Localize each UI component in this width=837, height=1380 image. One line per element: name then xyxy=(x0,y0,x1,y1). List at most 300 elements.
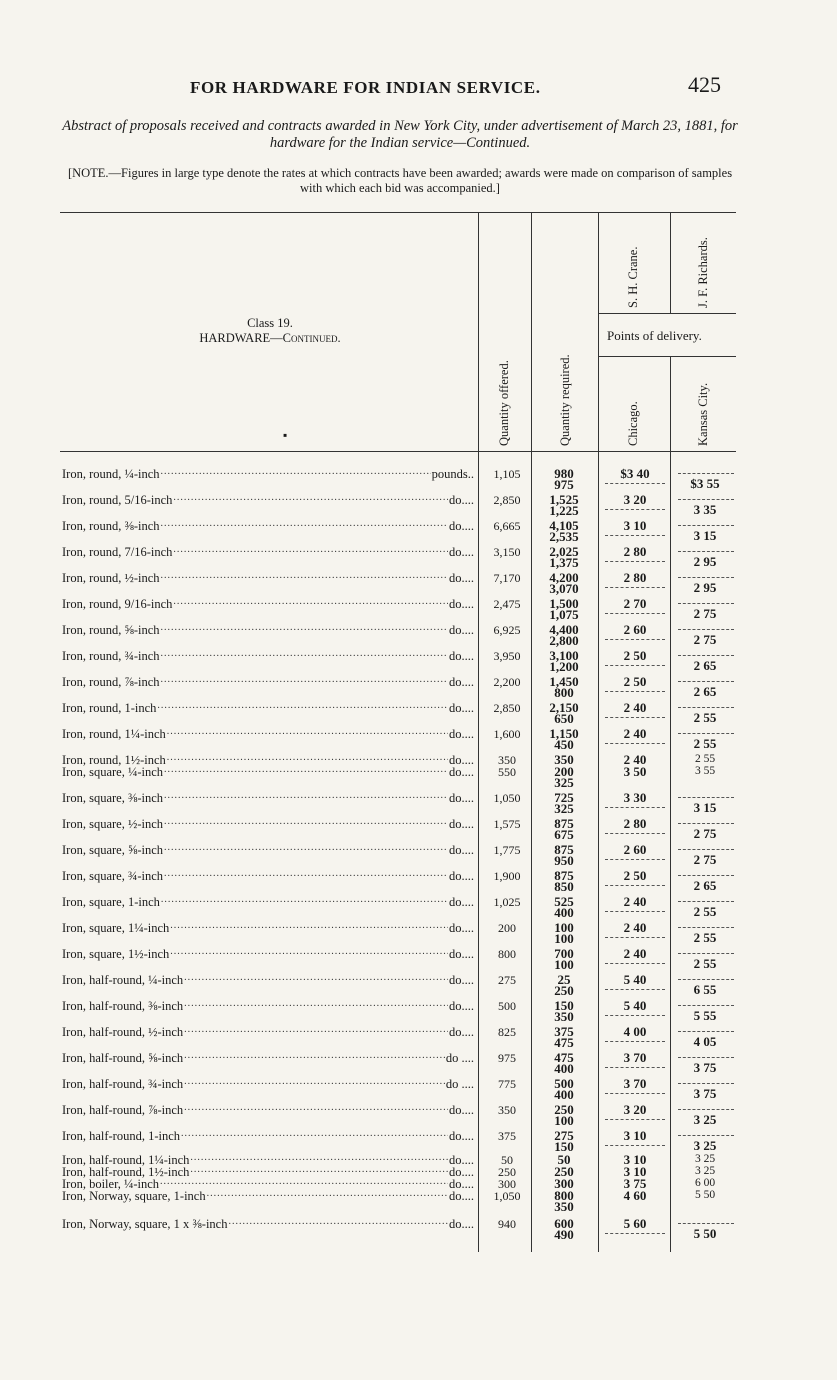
dot-leader xyxy=(184,973,448,987)
item-unit: do.... xyxy=(449,519,474,533)
quantity-required-cell-2: 400 xyxy=(554,1087,574,1102)
item-unit: do.... xyxy=(449,1025,474,1039)
richards-kansas-price: 2 55 xyxy=(693,710,717,725)
crane-chicago-price: 2 50 xyxy=(623,868,647,883)
item-description: Iron, round, ¾-inch xyxy=(62,649,160,663)
quantity-offered-cell: 50 xyxy=(501,1153,513,1167)
item-description: Iron, square, 1¼-inch xyxy=(62,921,170,935)
table-top-rule xyxy=(60,212,736,213)
quantity-required-cell: 875 xyxy=(554,868,574,883)
quantity-required-cell: 500 xyxy=(554,1076,574,1091)
quantity-required-cell: 800 xyxy=(554,1188,574,1203)
points-rule-top xyxy=(599,313,736,314)
quantity-required-cell: 875 xyxy=(554,842,574,857)
crane-chicago-price: 2 80 xyxy=(623,570,647,585)
quantity-required-cell-2: 400 xyxy=(554,905,574,920)
quantity-offered-cell: 350 xyxy=(498,753,516,767)
crane-chicago-price: 3 30 xyxy=(623,790,647,805)
table-row xyxy=(62,791,474,806)
item-unit: do.... xyxy=(449,1103,474,1117)
item-unit: do.... xyxy=(449,649,474,663)
richards-kansas-price: 3 25 xyxy=(693,1112,717,1127)
cell-separator xyxy=(605,1041,665,1042)
richards-kansas-price: 2 55 xyxy=(693,904,717,919)
richards-kansas-price: 2 95 xyxy=(693,554,717,569)
dot-leader xyxy=(173,493,448,507)
crane-chicago-price: 2 80 xyxy=(623,544,647,559)
page-number: 425 xyxy=(688,72,721,97)
quantity-offered-cell: 975 xyxy=(498,1051,516,1065)
quantity-required-cell-2: 350 xyxy=(554,1199,574,1214)
cell-separator xyxy=(605,691,665,692)
richards-kansas-price: 3 25 xyxy=(694,1165,716,1177)
quantity-offered-cell: 825 xyxy=(498,1025,516,1039)
crane-chicago-price: 3 20 xyxy=(623,492,647,507)
cell-separator xyxy=(605,1145,665,1146)
cell-separator xyxy=(605,911,665,912)
quantity-required-cell-2: 100 xyxy=(554,957,574,972)
cell-separator xyxy=(605,807,665,808)
item-description: Iron, round, ¼-inch xyxy=(62,467,160,481)
crane-chicago-price: 4 60 xyxy=(623,1188,647,1203)
richards-kansas-price: 3 15 xyxy=(693,528,717,543)
cell-separator xyxy=(605,535,665,536)
richards-kansas-price: 3 25 xyxy=(693,1138,717,1153)
item-unit: do.... xyxy=(449,999,474,1013)
table-row xyxy=(62,765,474,780)
quantity-required-cell-2: 350 xyxy=(554,1009,574,1024)
table-row xyxy=(62,1051,474,1066)
item-unit: do.... xyxy=(449,843,474,857)
item-unit: do.... xyxy=(449,973,474,987)
quantity-offered-cell: 1,105 xyxy=(493,467,521,481)
dot-leader xyxy=(170,947,448,961)
quantity-required-cell: 2,025 xyxy=(549,544,579,559)
item-unit: pounds.. xyxy=(431,467,474,481)
cell-separator xyxy=(605,1233,665,1234)
quantity-offered-cell: 7,170 xyxy=(493,571,521,585)
cell-separator xyxy=(605,665,665,666)
quantity-required-cell: 100 xyxy=(554,920,574,935)
item-description: Iron, half-round, 1½-inch xyxy=(62,1165,190,1179)
cell-separator xyxy=(678,551,734,552)
cell-separator xyxy=(678,499,734,500)
quantity-offered-header: Quantity offered. xyxy=(497,360,511,446)
crane-chicago-price: 2 50 xyxy=(623,648,647,663)
crane-chicago-price: 2 80 xyxy=(623,816,647,831)
table-row xyxy=(62,1129,474,1144)
dot-leader xyxy=(184,1103,448,1117)
cell-separator xyxy=(678,927,734,928)
table-row xyxy=(62,467,474,482)
quantity-required-cell: 875 xyxy=(554,816,574,831)
item-unit: do.... xyxy=(449,1189,474,1203)
item-description: Iron, round, ⅞-inch xyxy=(62,675,160,689)
quantity-offered-cell: 3,150 xyxy=(493,545,521,559)
quantity-required-cell-2: 800 xyxy=(554,685,574,700)
cell-separator xyxy=(605,743,665,744)
item-description: Iron, round, ⅜-inch xyxy=(62,519,160,533)
delivery-chicago: Chicago. xyxy=(626,401,640,446)
table-row xyxy=(62,921,474,936)
quantity-required-cell: 4,400 xyxy=(549,622,579,637)
dot-leader xyxy=(161,895,448,909)
item-description: Iron, square, 1-inch xyxy=(62,895,160,909)
item-unit: do.... xyxy=(449,765,474,779)
stray-mark: ▪ xyxy=(283,428,288,442)
quantity-offered-cell: 1,900 xyxy=(493,869,521,883)
cell-separator xyxy=(678,681,734,682)
cell-separator xyxy=(605,587,665,588)
quantity-offered-cell: 1,025 xyxy=(493,895,521,909)
item-description: Iron, Norway, square, 1 x ⅜-inch xyxy=(62,1217,228,1231)
cell-separator xyxy=(678,655,734,656)
item-description: Iron, round, 1½-inch xyxy=(62,753,166,767)
dot-leader xyxy=(228,1217,448,1231)
quantity-offered-cell: 6,925 xyxy=(493,623,521,637)
crane-chicago-price: 3 75 xyxy=(623,1176,647,1191)
cell-separator xyxy=(605,833,665,834)
quantity-required-cell: 1,150 xyxy=(549,726,579,741)
item-unit: do.... xyxy=(449,1129,474,1143)
quantity-offered-cell: 500 xyxy=(498,999,516,1013)
item-unit: do.... xyxy=(449,571,474,585)
item-unit: do.... xyxy=(449,921,474,935)
table-row xyxy=(62,597,474,612)
quantity-required-cell-2: 325 xyxy=(554,801,574,816)
cell-separator xyxy=(678,979,734,980)
richards-kansas-price: 6 00 xyxy=(694,1177,716,1189)
item-description: Iron, round, 9/16-inch xyxy=(62,597,173,611)
item-description: Iron, round, 7/16-inch xyxy=(62,545,173,559)
cell-separator xyxy=(605,717,665,718)
quantity-required-cell-2: 475 xyxy=(554,1035,574,1050)
quantity-required-cell: 600 xyxy=(554,1216,574,1231)
quantity-required-cell: 300 xyxy=(554,1176,574,1191)
item-unit: do.... xyxy=(449,1217,474,1231)
item-description: Iron, square, ¾-inch xyxy=(62,869,164,883)
item-unit: do.... xyxy=(449,1177,474,1191)
quantity-required-cell: 350 xyxy=(554,752,574,767)
richards-kansas-price: 2 55 xyxy=(693,956,717,971)
class-title: Class 19. xyxy=(247,316,293,330)
cell-separator xyxy=(605,963,665,964)
richards-kansas-price: 2 75 xyxy=(693,606,717,621)
table-row xyxy=(62,1077,474,1092)
class-subtitle: HARDWARE—Continued. xyxy=(199,331,341,345)
dot-leader xyxy=(161,675,448,689)
cell-separator xyxy=(678,603,734,604)
cell-separator xyxy=(605,1093,665,1094)
dot-leader xyxy=(184,1051,445,1065)
quantity-required-cell: 25 xyxy=(557,972,571,987)
dot-leader xyxy=(184,999,448,1013)
abstract-caption: Abstract of proposals received and contracts awarded in New York City, under advertisement of March 23, 1881, for hardware for the Indian service—Continued. xyxy=(62,118,738,151)
dot-leader xyxy=(164,765,448,779)
quantity-offered-cell: 550 xyxy=(498,765,516,779)
quantity-required-cell-2: 850 xyxy=(554,879,574,894)
bidder-richards: J. F. Richards. xyxy=(696,237,710,308)
table-row xyxy=(62,843,474,858)
item-unit: do.... xyxy=(449,791,474,805)
cell-separator xyxy=(678,1083,734,1084)
quantity-required-cell: 1,525 xyxy=(549,492,579,507)
item-description: Iron, boiler, ¼-inch xyxy=(62,1177,160,1191)
dot-leader xyxy=(167,727,448,741)
quantity-required-cell: 250 xyxy=(554,1102,574,1117)
quantity-required-cell-2: 1,200 xyxy=(549,659,579,674)
item-description: Iron, half-round, ⅝-inch xyxy=(62,1051,184,1065)
quantity-offered-cell: 275 xyxy=(498,973,516,987)
richards-kansas-price: 3 25 xyxy=(694,1153,716,1165)
quantity-required-cell-2: 3,070 xyxy=(549,581,579,596)
quantity-offered-cell: 2,850 xyxy=(493,701,521,715)
dot-leader xyxy=(207,1189,448,1203)
quantity-offered-cell: 1,775 xyxy=(493,843,521,857)
table-row xyxy=(62,1217,474,1232)
richards-kansas-price: 3 75 xyxy=(693,1060,717,1075)
class-heading xyxy=(150,316,390,346)
crane-chicago-price: 3 20 xyxy=(623,1102,647,1117)
item-unit: do .... xyxy=(445,1077,474,1091)
richards-kansas-price: 2 95 xyxy=(693,580,717,595)
richards-kansas-price: 4 05 xyxy=(693,1034,717,1049)
richards-kansas-price: 5 50 xyxy=(694,1189,716,1201)
quantity-offered-cell: 2,850 xyxy=(493,493,521,507)
crane-chicago-price: 2 40 xyxy=(623,894,647,909)
quantity-offered-cell: 1,050 xyxy=(493,791,521,805)
crane-chicago-price: 3 70 xyxy=(623,1076,647,1091)
richards-kansas-price: 5 50 xyxy=(693,1226,717,1241)
crane-chicago-price: 3 70 xyxy=(623,1050,647,1065)
dot-leader xyxy=(173,597,448,611)
item-unit: do.... xyxy=(449,753,474,767)
dot-leader xyxy=(157,701,448,715)
cell-separator xyxy=(678,1223,734,1224)
cell-separator xyxy=(605,989,665,990)
crane-chicago-price: 3 10 xyxy=(623,1152,647,1167)
item-description: Iron, square, ¼-inch xyxy=(62,765,164,779)
cell-separator xyxy=(605,937,665,938)
item-unit: do.... xyxy=(449,1165,474,1179)
crane-chicago-price: 3 50 xyxy=(623,764,647,779)
item-unit: do.... xyxy=(449,895,474,909)
quantity-required-cell-2: 250 xyxy=(554,983,574,998)
quantity-required-cell-2: 450 xyxy=(554,737,574,752)
crane-chicago-price: 5 40 xyxy=(623,972,647,987)
richards-kansas-price: 2 55 xyxy=(693,736,717,751)
cell-separator xyxy=(678,953,734,954)
richards-kansas-price: 3 15 xyxy=(693,800,717,815)
cell-separator xyxy=(678,1005,734,1006)
quantity-required-cell: 475 xyxy=(554,1050,574,1065)
crane-chicago-price: 2 40 xyxy=(623,946,647,961)
cell-separator xyxy=(605,1067,665,1068)
quantity-required-cell-2: 675 xyxy=(554,827,574,842)
quantity-offered-cell: 1,050 xyxy=(493,1189,521,1203)
cell-separator xyxy=(678,901,734,902)
item-unit: do.... xyxy=(449,597,474,611)
quantity-offered-cell: 800 xyxy=(498,947,516,961)
cell-separator xyxy=(678,629,734,630)
table-row xyxy=(62,947,474,962)
quantity-offered-cell: 2,200 xyxy=(493,675,521,689)
item-description: Iron, half-round, ½-inch xyxy=(62,1025,184,1039)
table-row xyxy=(62,623,474,638)
quantity-required-cell-2: 2,800 xyxy=(549,633,579,648)
item-description: Iron, round, 5/16-inch xyxy=(62,493,173,507)
quantity-required-cell-2: 1,075 xyxy=(549,607,579,622)
table-row xyxy=(62,1189,474,1204)
crane-chicago-price: 5 40 xyxy=(623,998,647,1013)
item-description: Iron, half-round, ¼-inch xyxy=(62,973,184,987)
quantity-offered-cell: 300 xyxy=(498,1177,516,1191)
quantity-offered-cell: 775 xyxy=(498,1077,516,1091)
quantity-required-cell: 3,100 xyxy=(549,648,579,663)
crane-chicago-price: $3 40 xyxy=(620,466,650,481)
points-rule-bottom xyxy=(599,356,736,357)
header-bottom-rule xyxy=(60,451,736,452)
dot-leader xyxy=(161,467,431,481)
richards-kansas-price: 3 75 xyxy=(693,1086,717,1101)
quantity-required-cell-2: 100 xyxy=(554,931,574,946)
dot-leader xyxy=(170,921,448,935)
quantity-required-cell-2: 2,535 xyxy=(549,529,579,544)
quantity-required-header: Quantity required. xyxy=(558,354,572,446)
table-row xyxy=(62,519,474,534)
crane-chicago-price: 3 10 xyxy=(623,1128,647,1143)
cell-separator xyxy=(605,613,665,614)
cell-separator xyxy=(605,1015,665,1016)
table-row xyxy=(62,1025,474,1040)
richards-kansas-price: 2 65 xyxy=(693,878,717,893)
table-row xyxy=(62,649,474,664)
quantity-required-cell-2: 950 xyxy=(554,853,574,868)
richards-kansas-price: 2 65 xyxy=(693,684,717,699)
quantity-required-cell: 50 xyxy=(557,1152,571,1167)
note: [NOTE.—Figures in large type denote the rates at which contracts have been awarded; awards were made on comparison of samples with which each bid was accompanied.] xyxy=(67,166,733,195)
cell-separator xyxy=(605,483,665,484)
item-description: Iron, Norway, square, 1-inch xyxy=(62,1189,206,1203)
richards-kansas-price: 3 35 xyxy=(693,502,717,517)
item-description: Iron, round, 1¼-inch xyxy=(62,727,166,741)
table-row xyxy=(62,545,474,560)
richards-kansas-price: 2 55 xyxy=(694,753,716,765)
cell-separator xyxy=(605,1119,665,1120)
quantity-required-cell-2: 975 xyxy=(554,477,574,492)
item-unit: do.... xyxy=(449,947,474,961)
cell-separator xyxy=(678,875,734,876)
dot-leader xyxy=(161,623,448,637)
quantity-required-cell-2: 150 xyxy=(554,1139,574,1154)
item-unit: do.... xyxy=(449,727,474,741)
cell-separator xyxy=(605,885,665,886)
cell-separator xyxy=(605,859,665,860)
cell-separator xyxy=(678,1031,734,1032)
quantity-required-cell-2: 1,225 xyxy=(549,503,579,518)
richards-kansas-price: $3 55 xyxy=(690,476,720,491)
quantity-required-cell: 150 xyxy=(554,998,574,1013)
cell-separator xyxy=(678,1109,734,1110)
quantity-required-cell: 525 xyxy=(554,894,574,909)
quantity-required-cell-2: 100 xyxy=(554,1113,574,1128)
quantity-offered-cell: 1,600 xyxy=(493,727,521,741)
cell-separator xyxy=(678,707,734,708)
item-unit: do.... xyxy=(449,817,474,831)
item-description: Iron, square, ⅜-inch xyxy=(62,791,164,805)
crane-chicago-price: 2 40 xyxy=(623,920,647,935)
cell-separator xyxy=(678,823,734,824)
dot-leader xyxy=(173,545,448,559)
cell-separator xyxy=(678,473,734,474)
cell-separator xyxy=(678,1135,734,1136)
item-description: Iron, square, ⅝-inch xyxy=(62,843,164,857)
quantity-required-cell: 700 xyxy=(554,946,574,961)
richards-kansas-price: 2 65 xyxy=(693,658,717,673)
item-description: Iron, round, 1-inch xyxy=(62,701,157,715)
crane-chicago-price: 2 70 xyxy=(623,596,647,611)
item-description: Iron, half-round, ¾-inch xyxy=(62,1077,184,1091)
quantity-required-cell: 1,450 xyxy=(549,674,579,689)
col-divider-4 xyxy=(670,212,671,313)
item-description: Iron, half-round, 1-inch xyxy=(62,1129,181,1143)
quantity-offered-cell: 6,665 xyxy=(493,519,521,533)
cell-separator xyxy=(678,733,734,734)
table-row xyxy=(62,493,474,508)
richards-kansas-price: 2 75 xyxy=(693,852,717,867)
table-row xyxy=(62,817,474,832)
dot-leader xyxy=(184,1025,448,1039)
item-unit: do.... xyxy=(449,869,474,883)
dot-leader xyxy=(164,843,448,857)
item-description: Iron, half-round, ⅜-inch xyxy=(62,999,184,1013)
quantity-required-cell-2: 325 xyxy=(554,775,574,790)
quantity-offered-cell: 2,475 xyxy=(493,597,521,611)
cell-separator xyxy=(678,849,734,850)
dot-leader xyxy=(161,571,448,585)
crane-chicago-price: 3 10 xyxy=(623,1164,647,1179)
crane-chicago-price: 3 10 xyxy=(623,518,647,533)
cell-separator xyxy=(605,561,665,562)
item-unit: do.... xyxy=(449,1153,474,1167)
table-row xyxy=(62,973,474,988)
table-row xyxy=(62,869,474,884)
cell-separator xyxy=(678,525,734,526)
richards-kansas-price: 5 55 xyxy=(693,1008,717,1023)
quantity-required-cell: 200 xyxy=(554,764,574,779)
col-divider-1 xyxy=(478,212,479,1252)
quantity-required-cell: 375 xyxy=(554,1024,574,1039)
richards-kansas-price: 2 75 xyxy=(693,826,717,841)
dot-leader xyxy=(161,649,448,663)
item-unit: do.... xyxy=(449,545,474,559)
crane-chicago-price: 2 50 xyxy=(623,674,647,689)
quantity-offered-cell: 375 xyxy=(498,1129,516,1143)
quantity-offered-cell: 3,950 xyxy=(493,649,521,663)
cell-separator xyxy=(605,509,665,510)
quantity-offered-cell: 940 xyxy=(498,1217,516,1231)
quantity-required-cell-2: 650 xyxy=(554,711,574,726)
richards-kansas-price: 2 55 xyxy=(693,930,717,945)
item-description: Iron, half-round, 1¼-inch xyxy=(62,1153,190,1167)
crane-chicago-price: 2 60 xyxy=(623,622,647,637)
quantity-required-cell: 725 xyxy=(554,790,574,805)
quantity-required-cell-2: 400 xyxy=(554,1061,574,1076)
dot-leader xyxy=(164,869,448,883)
table-row xyxy=(62,675,474,690)
quantity-offered-cell: 350 xyxy=(498,1103,516,1117)
table-row xyxy=(62,571,474,586)
